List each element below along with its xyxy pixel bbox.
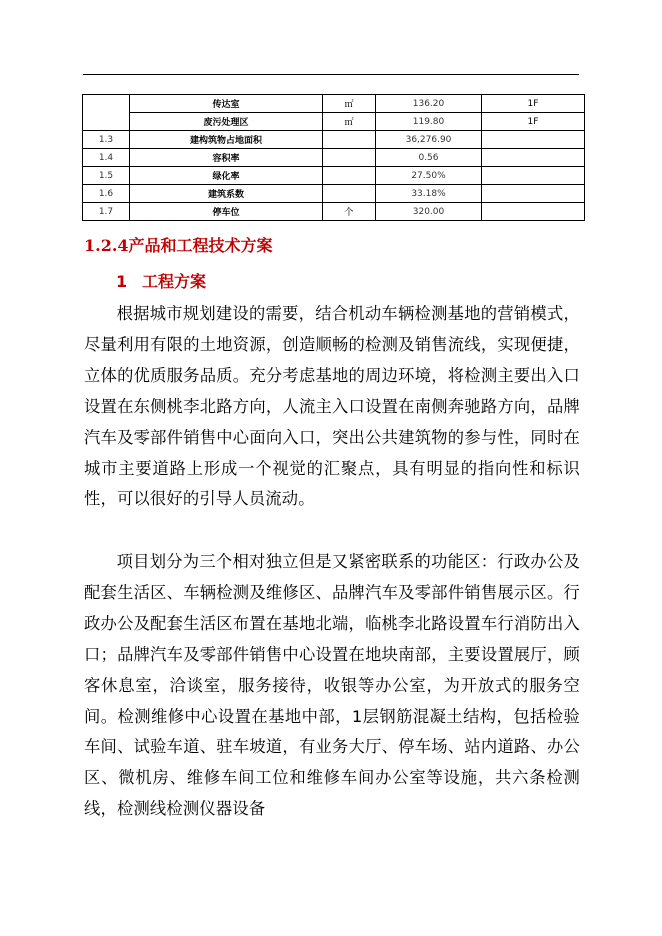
table-row xyxy=(83,149,585,167)
row-number: 1.7 xyxy=(83,203,130,221)
item-name: 停车位 xyxy=(130,203,323,221)
table-row xyxy=(83,131,585,149)
section-title: 产品和工程技术方案 xyxy=(128,236,273,255)
item-unit: ㎡ xyxy=(323,113,376,131)
row-number: 1.6 xyxy=(83,185,130,203)
row-number xyxy=(83,95,130,131)
subsection-number: 1 xyxy=(116,272,128,291)
item-unit: ㎡ xyxy=(323,95,376,113)
item-value: 0.56 xyxy=(376,149,482,167)
item-name: 建构筑物占地面积 xyxy=(130,131,323,149)
item-note xyxy=(482,149,585,167)
body-paragraph: 项目划分为三个相对独立但是又紧密联系的功能区：行政办公及配套生活区、车辆检测及维修区、品牌汽车及零部件销售展示区。行政办公及配套生活区布置在基地北端，临桃李北路设置车行消防出入口；品牌汽车及零部件销售中心设置在地块南部，主要设置展厅，顾客休息室，洽谈室，服务接待，收银等办公室，为开放式的服务空间。检测维修中心设置在基地中部，1层钢筋混凝土结构，包括检验车间、试验车道、驻车坡道，有业务大厅、停车场、站内道路、办公区、微机房、维修车间工位和维修车间办公室等设施，共六条检测线，检测线检测仪器设备 xyxy=(84,552,580,819)
item-name: 传达室 xyxy=(130,95,323,113)
table-row xyxy=(83,113,585,131)
item-value: 36,276.90 xyxy=(376,131,482,149)
item-value: 27.50% xyxy=(376,167,482,185)
subsection-title: 工程方案 xyxy=(142,272,207,291)
table-row xyxy=(83,167,585,185)
item-name: 容积率 xyxy=(130,149,323,167)
item-unit xyxy=(323,131,376,149)
row-number: 1.5 xyxy=(83,167,130,185)
item-note xyxy=(482,185,585,203)
item-unit xyxy=(323,185,376,203)
subsection-heading xyxy=(116,269,206,292)
section-heading xyxy=(84,233,273,256)
row-number: 1.3 xyxy=(83,131,130,149)
statistics-table xyxy=(82,94,585,221)
header-rule xyxy=(83,74,579,75)
table-row xyxy=(83,203,585,221)
body-paragraph: 根据城市规划建设的需要，结合机动车辆检测基地的营销模式，尽量利用有限的土地资源，创造顺畅的检测及销售流线，实现便捷，立体的优质服务品质。充分考虑基地的周边环境，将检测主要出入口设置在东侧桃李北路方向，人流主入口设置在南侧奔驰路方向，品牌汽车及零部件销售中心面向入口，突出公共建筑物的参与性，同时在城市主要道路上形成一个视觉的汇聚点，具有明显的指向性和标识性，可以很好的引导人员流动。 xyxy=(84,304,580,509)
table-row xyxy=(83,185,585,203)
item-name: 绿化率 xyxy=(130,167,323,185)
item-value: 119.80 xyxy=(376,113,482,131)
item-note xyxy=(482,203,585,221)
section-number: 1.2.4 xyxy=(84,236,129,255)
item-note: 1F xyxy=(482,95,585,113)
item-value: 136.20 xyxy=(376,95,482,113)
item-unit xyxy=(323,167,376,185)
item-unit: 个 xyxy=(323,203,376,221)
item-note xyxy=(482,131,585,149)
item-value: 33.18% xyxy=(376,185,482,203)
row-number: 1.4 xyxy=(83,149,130,167)
table-row xyxy=(83,95,585,113)
item-name: 建筑系数 xyxy=(130,185,323,203)
item-note: 1F xyxy=(482,113,585,131)
item-name: 废污处理区 xyxy=(130,113,323,131)
item-note xyxy=(482,167,585,185)
item-unit xyxy=(323,149,376,167)
item-value: 320.00 xyxy=(376,203,482,221)
